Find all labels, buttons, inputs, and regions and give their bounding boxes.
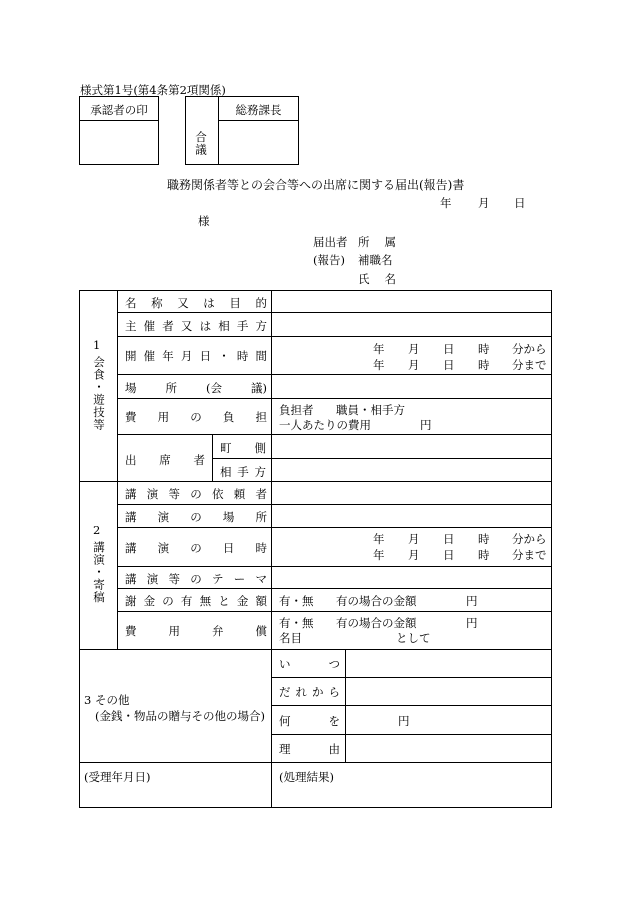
section1-label: 会食・遊技等 [92,356,106,431]
row-requester: 講 演 等 の 依 頼 者 [125,487,267,501]
submitter-label: 届出者 [313,235,348,249]
expenses-amount-label: 有の場合の金額 [336,616,417,630]
row-cost: 費 用 の 負 担 [125,410,267,424]
row-theme: 講 演 等 の テ ー マ [125,572,267,586]
report-label: (報告) [313,253,345,267]
cost-per-person-label: 一人あたりの費用 [279,418,371,432]
s2-from-month: 月 [408,532,420,546]
cost-yen: 円 [420,418,432,432]
section2-label: 講演・寄稿 [92,541,106,604]
approver-label: 承認者の印 [90,103,148,117]
processing-result-label: (処理結果) [279,770,334,784]
post-label: 補職名 [358,253,393,267]
date-day: 日 [514,196,526,210]
s1-to-year: 年 [373,358,385,372]
s1-to-month: 月 [408,358,420,372]
consult-label: 合議 [194,131,208,156]
s2-to-hour: 時 [478,548,490,562]
expenses-as-label: として [396,631,431,645]
what-yen: 円 [398,714,410,728]
row-town-side: 町 側 [220,441,266,455]
honorarium-amount-label: 有の場合の金額 [336,594,417,608]
cost-bearer-label: 負担者 [279,403,314,417]
s2-to-day: 日 [443,548,455,562]
honorarium-yes-no: 有・無 [279,594,314,608]
expenses-purpose-label: 名目 [279,631,302,645]
s2-from-day: 日 [443,532,455,546]
row-attendees: 出 席 者 [125,453,205,467]
received-date-label: (受理年月日) [84,770,151,784]
s1-to-hour: 時 [478,358,490,372]
s2-to-min: 分まで [512,548,547,562]
row-organizer: 主 催 者 又 は 相 手 方 [125,319,267,333]
row-datetime: 開 催 年 月 日 ・ 時 間 [125,349,267,363]
form-id: 様式第1号(第4条第2項関係) [80,83,226,97]
expenses-yes-no: 有・無 [279,616,314,630]
s2-to-year: 年 [373,548,385,562]
s2-to-month: 月 [408,548,420,562]
date-year: 年 [440,196,452,210]
s1-from-month: 月 [408,342,420,356]
s1-to-day: 日 [443,358,455,372]
document-title: 職務関係者等との会合等への出席に関する届出(報告)書 [167,178,465,192]
expenses-yen: 円 [466,616,478,630]
name-label: 氏 名 [358,272,396,286]
s2-from-min: 分から [512,532,547,546]
row-place: 場 所 (会 議) [125,381,267,395]
s1-from-year: 年 [373,342,385,356]
row-when: い つ [279,657,340,671]
honorarium-yen: 円 [466,594,478,608]
row-counterpart: 相 手 方 [220,465,266,479]
chief-label: 総務課長 [235,103,282,117]
date-month: 月 [478,196,490,210]
row-honorarium: 謝 金 の 有 無 と 金 額 [125,594,267,608]
row-lecture-place: 講 演 の 場 所 [125,510,267,524]
section3-sublabel: (金銭・物品の贈与その他の場合) [95,709,265,723]
section3-label: 3 その他 [84,693,130,707]
row-what: 何 を [279,714,340,728]
s1-to-min: 分まで [512,358,547,372]
row-expenses: 費 用 弁 償 [125,624,267,638]
s1-from-day: 日 [443,342,455,356]
row-lecture-date: 講 演 の 日 時 [125,541,267,555]
section1-number: 1 [93,338,101,352]
addressee: 様 [198,214,210,228]
s1-from-min: 分から [512,342,547,356]
s2-from-year: 年 [373,532,385,546]
row-from-whom: だ れ か ら [279,685,340,699]
section2-number: 2 [93,523,101,537]
row-reason: 理 由 [279,742,340,756]
s1-from-hour: 時 [478,342,490,356]
cost-bearer-options: 職員・相手方 [336,403,405,417]
s2-from-hour: 時 [478,532,490,546]
dept-label: 所 属 [358,235,396,249]
row-name-purpose: 名 称 又 は 目 的 [125,296,267,310]
